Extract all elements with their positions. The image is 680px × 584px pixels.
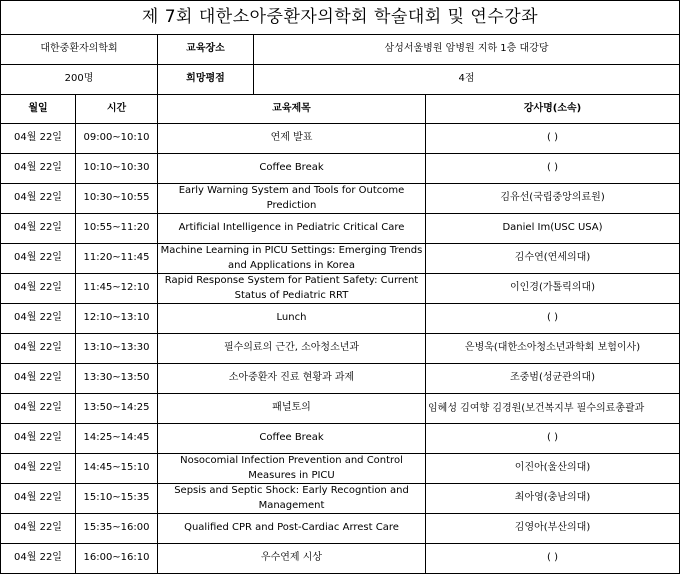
table-row (1, 334, 680, 364)
row-lecturer: ( ) (426, 424, 680, 454)
row-lecturer: 최아영(충남의대) (426, 484, 680, 514)
table-row (1, 184, 680, 214)
row-date: 04월 22일 (1, 124, 76, 154)
row-topic: Qualified CPR and Post-Cardiac Arrest Care (158, 514, 426, 544)
row-lecturer: 김유선(국립중앙의료원) (426, 184, 680, 214)
table-row (1, 274, 680, 304)
organizer-value: 대한중환자의학회 (1, 35, 158, 65)
row-topic: 우수연제 시상 (158, 544, 426, 574)
row-lecturer: ( ) (426, 124, 680, 154)
row-topic: Machine Learning in PICU Settings: Emerging Trends and Applications in Korea (158, 244, 426, 274)
row-date: 04월 22일 (1, 364, 76, 394)
row-lecturer: 이진아(울산의대) (426, 454, 680, 484)
row-time: 16:00~16:10 (76, 544, 158, 574)
capacity-value: 200명 (1, 65, 158, 95)
row-topic: Sepsis and Septic Shock: Early Recogntion and Management (158, 484, 426, 514)
table-row (1, 214, 680, 244)
row-time: 10:55~11:20 (76, 214, 158, 244)
row-topic: Nosocomial Infection Prevention and Control Measures in PICU (158, 454, 426, 484)
row-time: 13:10~13:30 (76, 334, 158, 364)
row-time: 13:30~13:50 (76, 364, 158, 394)
table-row (1, 124, 680, 154)
row-date: 04월 22일 (1, 214, 76, 244)
row-time: 13:50~14:25 (76, 394, 158, 424)
table-row (1, 544, 680, 574)
row-lecturer: ( ) (426, 154, 680, 184)
row-date: 04월 22일 (1, 424, 76, 454)
row-lecturer: 조중범(성균관의대) (426, 364, 680, 394)
row-topic: Rapid Response System for Patient Safety: Current Status of Pediatric RRT (158, 274, 426, 304)
table-row (1, 244, 680, 274)
row-time: 14:25~14:45 (76, 424, 158, 454)
row-time: 12:10~13:10 (76, 304, 158, 334)
row-topic: Artificial Intelligence in Pediatric Critical Care (158, 214, 426, 244)
table-row (1, 154, 680, 184)
row-lecturer: ( ) (426, 544, 680, 574)
row-time: 10:10~10:30 (76, 154, 158, 184)
table-row (1, 514, 680, 544)
row-topic: Early Warning System and Tools for Outcome Prediction (158, 184, 426, 214)
row-date: 04월 22일 (1, 244, 76, 274)
row-time: 10:30~10:55 (76, 184, 158, 214)
table-row (1, 454, 680, 484)
table-row (1, 484, 680, 514)
row-topic: Lunch (158, 304, 426, 334)
row-time: 11:45~12:10 (76, 274, 158, 304)
row-lecturer: Daniel Im(USC USA) (426, 214, 680, 244)
venue-label: 교육장소 (158, 35, 254, 65)
row-topic: 소아중환자 진료 현황과 과제 (158, 364, 426, 394)
row-lecturer: 임혜성 김여향 김경원(보건복지부 필수의료총괄과 (426, 394, 680, 424)
row-time: 15:10~15:35 (76, 484, 158, 514)
row-lecturer: 은병욱(대한소아청소년과학회 보험이사) (426, 334, 680, 364)
column-header-topic: 교육제목 (158, 95, 426, 124)
row-date: 04월 22일 (1, 484, 76, 514)
column-header-time: 시간 (76, 95, 158, 124)
points-label: 희망평점 (158, 65, 254, 95)
venue-value: 삼성서울병원 암병원 지하 1층 대강당 (254, 35, 680, 65)
table-row (1, 424, 680, 454)
table-row (1, 394, 680, 424)
page-title: 제 7회 대한소아중환자의학회 학술대회 및 연수강좌 (1, 1, 680, 35)
row-topic: 패널토의 (158, 394, 426, 424)
row-date: 04월 22일 (1, 394, 76, 424)
points-value: 4점 (254, 65, 680, 95)
row-topic: 연제 발표 (158, 124, 426, 154)
row-time: 11:20~11:45 (76, 244, 158, 274)
row-date: 04월 22일 (1, 454, 76, 484)
row-lecturer: 김영아(부산의대) (426, 514, 680, 544)
row-lecturer: 김수연(연세의대) (426, 244, 680, 274)
row-lecturer: 이인경(가톨릭의대) (426, 274, 680, 304)
row-topic: Coffee Break (158, 154, 426, 184)
row-time: 09:00~10:10 (76, 124, 158, 154)
row-time: 14:45~15:10 (76, 454, 158, 484)
row-time: 15:35~16:00 (76, 514, 158, 544)
row-topic: Coffee Break (158, 424, 426, 454)
row-date: 04월 22일 (1, 154, 76, 184)
row-date: 04월 22일 (1, 304, 76, 334)
row-date: 04월 22일 (1, 274, 76, 304)
column-header-lecturer: 강사명(소속) (426, 95, 680, 124)
row-date: 04월 22일 (1, 184, 76, 214)
table-row (1, 304, 680, 334)
column-header-date: 월일 (1, 95, 76, 124)
row-date: 04월 22일 (1, 544, 76, 574)
table-row (1, 364, 680, 394)
row-topic: 필수의료의 근간, 소아청소년과 (158, 334, 426, 364)
row-date: 04월 22일 (1, 334, 76, 364)
row-date: 04월 22일 (1, 514, 76, 544)
row-lecturer: ( ) (426, 304, 680, 334)
